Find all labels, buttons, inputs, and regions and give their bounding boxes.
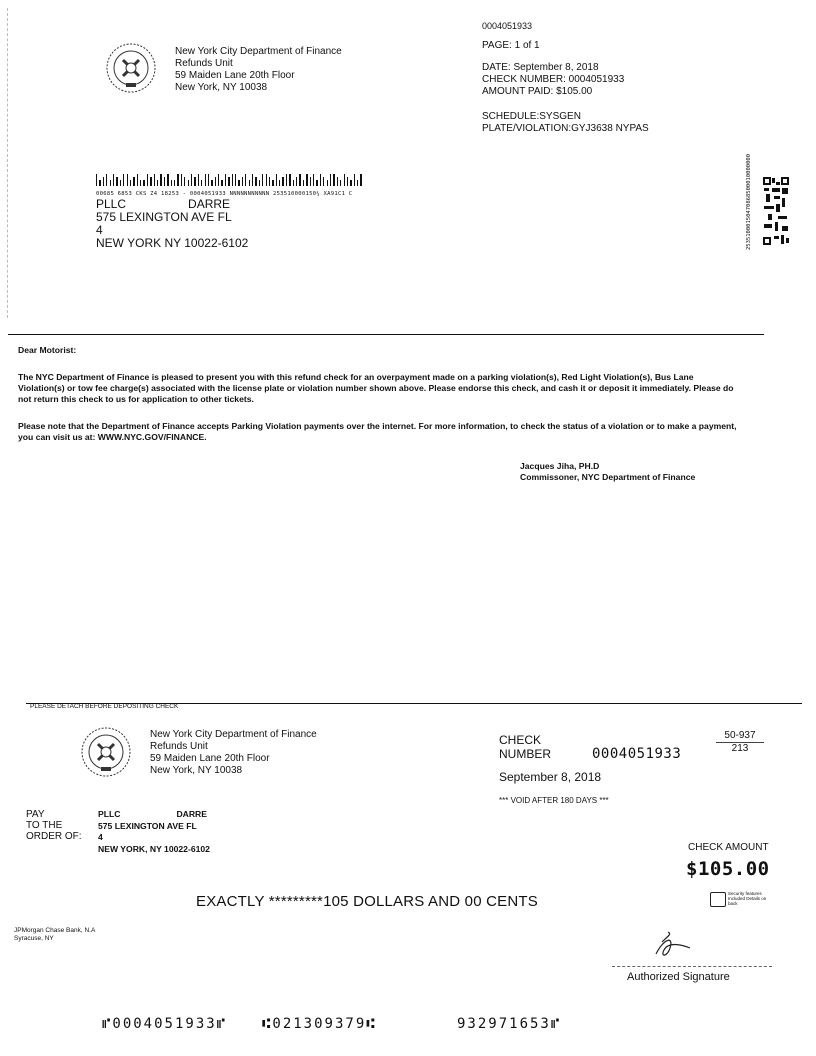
routing-fraction bbox=[716, 730, 764, 755]
pay-label-1: PAY bbox=[26, 809, 45, 820]
page-indicator: PAGE: 1 of 1 bbox=[482, 40, 540, 51]
mailing-unit: 4 bbox=[96, 223, 103, 237]
signature-line bbox=[612, 966, 772, 967]
payee-unit: 4 bbox=[98, 832, 103, 842]
top-number: 0004051933 bbox=[482, 21, 533, 31]
padlock-icon bbox=[710, 892, 726, 907]
notice-header-block bbox=[482, 62, 624, 98]
sender-line-4: New York, NY 10038 bbox=[175, 82, 268, 93]
letter-paragraph-2: Please note that the Department of Finance accepts Parking Violation payments over the internet. For more information, to check the status of a violation or to make a payment, you can visit us at: WWW.NYC.GOV/FINANCE. bbox=[18, 421, 737, 442]
signer-title: Commissoner, NYC Department of Finance bbox=[520, 472, 696, 482]
mailing-name-2: DARRE bbox=[188, 197, 231, 211]
payee-city: NEW YORK, NY 10022-6102 bbox=[98, 843, 210, 854]
micr-account-number: 932971653⑈ bbox=[457, 1016, 562, 1032]
bank-name: JPMorgan Chase Bank, N.A bbox=[14, 927, 96, 934]
pay-label-2: TO THE bbox=[26, 820, 63, 831]
signer-name: Jacques Jiha, PH.D bbox=[520, 461, 600, 471]
notice-date: DATE: September 8, 2018 bbox=[482, 62, 599, 73]
mailing-name-1: PLLC bbox=[96, 197, 127, 211]
bank-location: Syracuse, NY bbox=[14, 935, 54, 942]
postal-barcode bbox=[96, 174, 364, 186]
check-amount-label: CHECK AMOUNT bbox=[688, 842, 769, 853]
notice-amount-paid: AMOUNT PAID: $105.00 bbox=[482, 86, 593, 97]
void-notice: *** VOID AFTER 180 DAYS *** bbox=[499, 796, 609, 805]
letter-paragraph-1: The NYC Department of Finance is pleased to present you with this refund check for an overpayment made on a parking violation(s), Red Light Violation(s), Bus Lane Violation(s) or tow fee charge(s) associated with the license plate or violation number shown above. Please endorse this check, and cash it or deposit it immediately. Please do not return this check to us for application to other tickets. bbox=[18, 372, 734, 404]
routing-bottom: 213 bbox=[731, 743, 749, 754]
barcode-text: 00685 6853 CKS Z4 18253 - 0004051933 NNNNNNNNNNN 253510000150¼ XA91C1 C bbox=[96, 191, 353, 197]
check-number: 0004051933 bbox=[592, 746, 682, 762]
sender-line-2: Refunds Unit bbox=[175, 58, 233, 69]
plate-violation: PLATE/VIOLATION:GYJ3638 NYPAS bbox=[482, 123, 649, 134]
side-code: 25351000150470868500010000000 bbox=[746, 153, 752, 250]
qr-code-icon bbox=[762, 176, 790, 246]
amount-in-words: EXACTLY *********105 DOLLARS AND 00 CENTS bbox=[196, 893, 538, 910]
security-features-text: Security features Included Details on back bbox=[728, 891, 767, 906]
signature-scribble bbox=[646, 928, 706, 962]
nyc-seal-icon bbox=[105, 42, 157, 94]
number-label: NUMBER bbox=[499, 747, 552, 761]
sender-address bbox=[175, 46, 342, 94]
check-sender-address bbox=[150, 729, 317, 777]
plate-block bbox=[482, 111, 649, 135]
payee-street: 575 LEXINGTON AVE FL bbox=[98, 820, 197, 831]
sender-line-1: New York City Department of Finance bbox=[175, 46, 342, 57]
mailing-city: NEW YORK NY 10022-6102 bbox=[96, 236, 249, 250]
check-label: CHECK bbox=[499, 733, 542, 747]
payee-address bbox=[98, 809, 210, 855]
check-nyc-seal-icon bbox=[80, 726, 132, 778]
bank-info bbox=[14, 927, 95, 943]
authorized-signature-label: Authorized Signature bbox=[627, 971, 730, 983]
micr-routing-number: ⑆021309379⑆ bbox=[262, 1016, 377, 1032]
check-sender-line-3: 59 Maiden Lane 20th Floor bbox=[150, 753, 270, 764]
pay-label-3: ORDER OF: bbox=[26, 831, 82, 842]
mailing-street: 575 LEXINGTON AVE FL bbox=[96, 210, 232, 224]
mailing-address bbox=[96, 198, 248, 250]
check-sender-line-4: New York, NY 10038 bbox=[150, 765, 243, 776]
check-number-label bbox=[499, 733, 551, 761]
signer-block bbox=[520, 461, 695, 483]
letter-divider bbox=[8, 334, 764, 335]
payee-name-row bbox=[98, 809, 210, 821]
payee-name-1: PLLC bbox=[98, 809, 121, 819]
payee-name-2: DARRE bbox=[176, 809, 207, 819]
notice-check-number: CHECK NUMBER: 0004051933 bbox=[482, 74, 625, 85]
routing-top: 50-937 bbox=[716, 730, 764, 743]
check-amount: $105.00 bbox=[686, 858, 770, 880]
schedule: SCHEDULE:SYSGEN bbox=[482, 111, 581, 122]
check-sender-line-2: Refunds Unit bbox=[150, 741, 208, 752]
check-date: September 8, 2018 bbox=[499, 770, 602, 784]
left-margin-dashes bbox=[7, 8, 9, 318]
sender-line-3: 59 Maiden Lane 20th Floor bbox=[175, 70, 295, 81]
greeting: Dear Motorist: bbox=[18, 345, 77, 355]
micr-check-number: ⑈0004051933⑈ bbox=[102, 1016, 228, 1032]
pay-to-label bbox=[26, 809, 82, 842]
check-sender-line-1: New York City Department of Finance bbox=[150, 729, 317, 740]
detach-notice: PLEASE DETACH BEFORE DEPOSITING CHECK bbox=[30, 703, 179, 710]
